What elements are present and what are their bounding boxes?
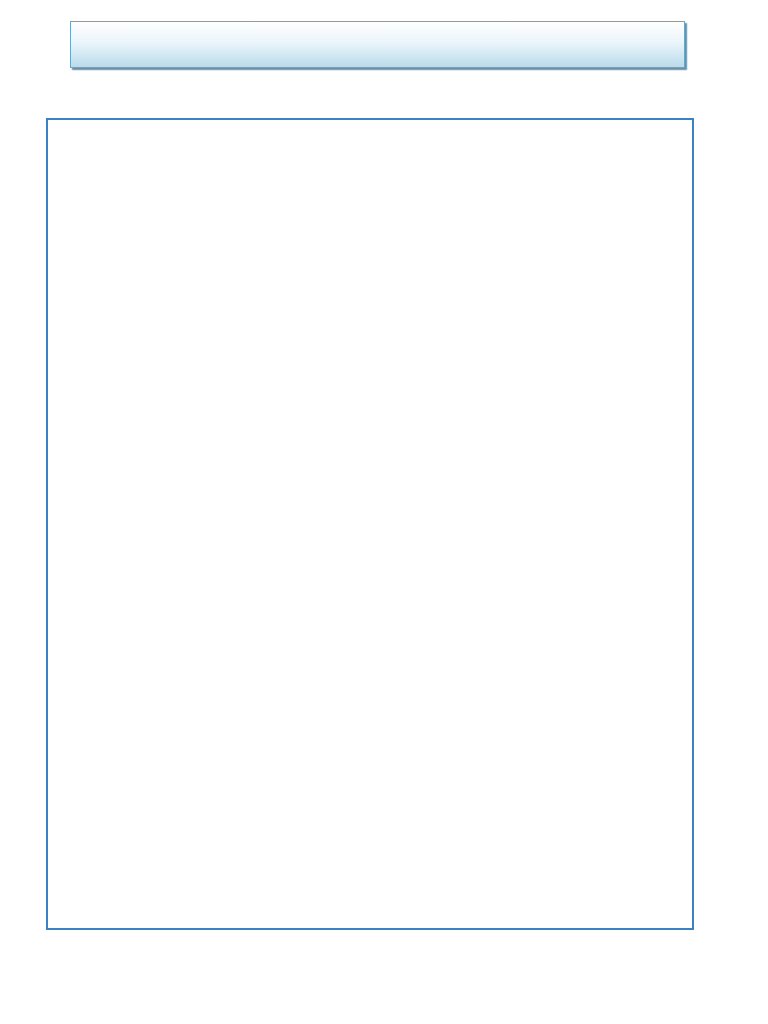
title-banner	[70, 21, 685, 68]
exercise-grid	[46, 118, 694, 930]
